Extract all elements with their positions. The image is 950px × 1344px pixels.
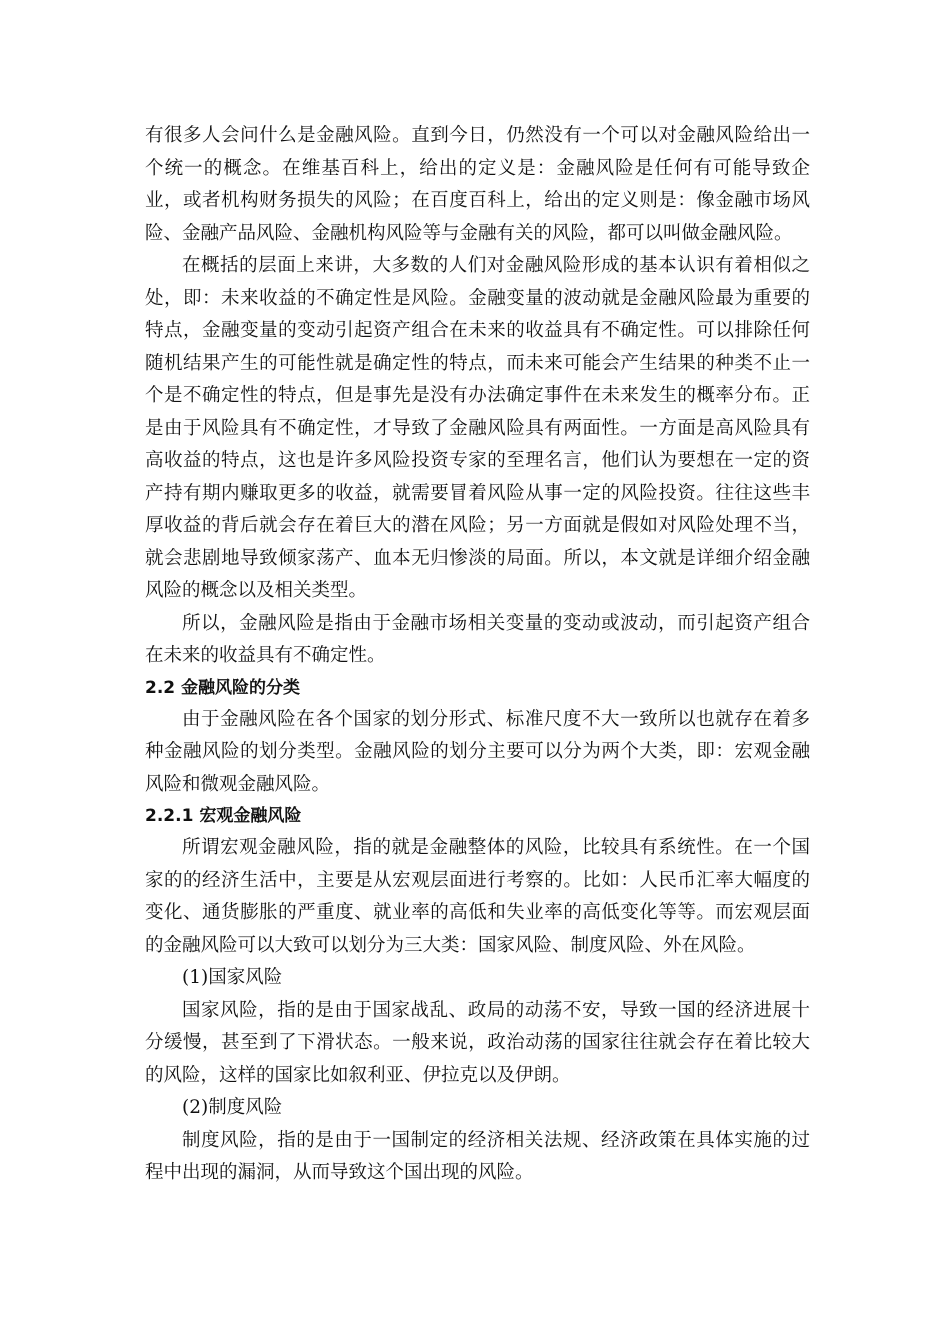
paragraph-country-risk: 国家风险，指的是由于国家战乱、政局的动荡不安，导致一国的经济进展十分缓慢，甚至到了下滑状态。一般来说，政治动荡的国家往往就会存在着比较大的风险，这样的国家比如叙利亚、伊拉克以及伊朗。: [145, 999, 810, 1086]
paragraph-system-risk: 制度风险，指的是由于一国制定的经济相关法规、经济政策在具体实施的过程中出现的漏洞，从而导致这个国出现的风险。: [145, 1129, 810, 1183]
list-item-country-risk: (1)国家风险: [182, 967, 283, 988]
paragraph-financial-risk-definition: 有很多人会问什么是金融风险。直到今日，仍然没有一个可以对金融风险给出一个统一的概念。在维基百科上，给出的定义是：金融风险是任何有可能导致企业，或者机构财务损失的风险；在百度百科上，给出的定义则是：像金融市场风险、金融产品风险、金融机构风险等与金融有关的风险，都可以叫做金融风险。: [145, 125, 810, 244]
document-body: [145, 120, 810, 1190]
paragraph-uncertainty: 在概括的层面上来讲，大多数的人们对金融风险形成的基本认识有着相似之处，即：未来收益的不确定性是风险。金融变量的波动就是金融风险最为重要的特点，金融变量的变动引起资产组合在未来的收益具有不确定性。可以排除任何随机结果产生的可能性就是确定性的特点，而未来可能会产生结果的种类不止一个是不确定性的特点，但是事先是没有办法确定事件在未来发生的概率分布。正是由于风险具有不确定性，才导致了金融风险具有两面性。一方面是高风险具有高收益的特点，这也是许多风险投资专家的至理名言，他们认为要想在一定的资产持有期内赚取更多的收益，就需要冒着风险从事一定的风险投资。往往这些丰厚收益的背后就会存在着巨大的潜在风险；另一方面就是假如对风险处理不当，就会悲剧地导致倾家荡产、血本无归惨淡的局面。所以，本文就是详细介绍金融风险的概念以及相关类型。: [145, 255, 810, 601]
paragraph-macro-risk: 所谓宏观金融风险，指的就是金融整体的风险，比较具有系统性。在一个国家的的经济生活中，主要是从宏观层面进行考察的。比如：人民币汇率大幅度的变化、通货膨胀的严重度、就业率的高低和失业率的高低变化等等。而宏观层面的金融风险可以大致可以划分为三大类：国家风险、制度风险、外在风险。: [145, 837, 810, 956]
paragraph-summary-definition: 所以，金融风险是指由于金融市场相关变量的变动或波动，而引起资产组合在未来的收益具有不确定性。: [145, 612, 810, 666]
section-heading-2-2-1: 2.2.1 宏观金融风险: [145, 806, 302, 826]
section-heading-2-2: 2.2 金融风险的分类: [145, 677, 301, 698]
paragraph-classification: 由于金融风险在各个国家的划分形式、标准尺度不大一致所以也就存在着多种金融风险的划分类型。金融风险的划分主要可以分为两个大类，即：宏观金融风险和微观金融风险。: [145, 708, 810, 795]
list-item-system-risk: (2)制度风险: [182, 1097, 283, 1118]
